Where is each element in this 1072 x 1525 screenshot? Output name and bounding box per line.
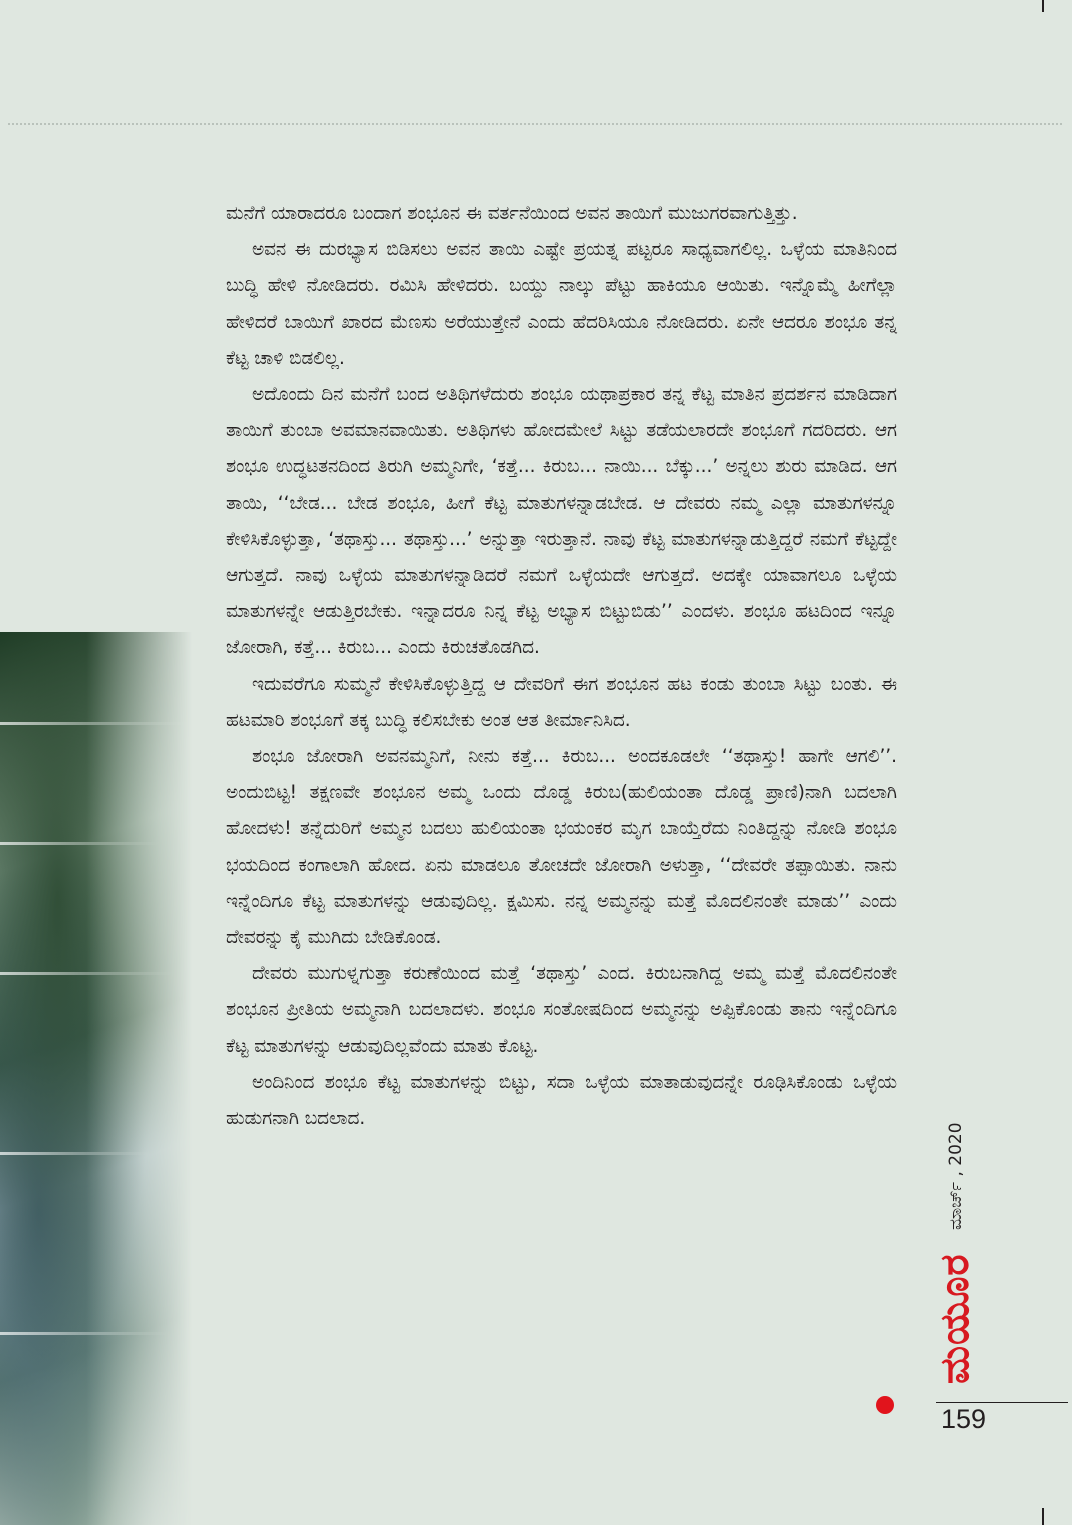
crop-mark-top: [1042, 0, 1044, 12]
paragraph: ದೇವರು ಮುಗುಳ್ನಗುತ್ತಾ ಕರುಣೆಯಿಂದ ಮತ್ತೆ ‘ತಥಾಸ್ತು’ ಎಂದ. ಕಿರುಬನಾಗಿದ್ದ ಅಮ್ಮ ಮತ್ತೆ ಮೊದಲಿನಂತೇ ಶಂಭೂನ ಪ್ರೀತಿಯ ಅಮ್ಮನಾಗಿ ಬದಲಾದಳು. ಶಂಭೂ ಸಂತೋಷದಿಂದ ಅಮ್ಮನನ್ನು ಅಪ್ಪಿಕೊಂಡು ತಾನು ಇನ್ನೆಂದಿಗೂ ಕೆಟ್ಟ ಮಾತುಗಳನ್ನು ಆಡುವುದಿಲ್ಲವೆಂದು ಮಾತು ಕೊಟ್ಟ.: [226, 963, 897, 1057]
issue-date: ಮಾರ್ಚ್ , 2020: [946, 1122, 966, 1230]
paragraph: ಅಂದಿನಿಂದ ಶಂಭೂ ಕೆಟ್ಟ ಮಾತುಗಳನ್ನು ಬಿಟ್ಟು, ಸದಾ ಒಳ್ಳೆಯ ಮಾತಾಡುವುದನ್ನೇ ರೂಢಿಸಿಕೊಂಡು ಒಳ್ಳೆಯ ಹುಡುಗನಾಗಿ ಬದಲಾದ.: [226, 1071, 897, 1130]
page-number: 159: [941, 1404, 987, 1434]
paragraph: ಅವನ ಈ ದುರಭ್ಯಾಸ ಬಿಡಿಸಲು ಅವನ ತಾಯಿ ಎಷ್ಟೇ ಪ್ರಯತ್ನ ಪಟ್ಟರೂ ಸಾಧ್ಯವಾಗಲಿಲ್ಲ. ಒಳ್ಳೆಯ ಮಾತಿನಿಂದ ಬುದ್ಧಿ ಹೇಳಿ ನೋಡಿದರು. ರಮಿಸಿ ಹೇಳಿದರು. ಬಯ್ದು ನಾಲ್ಕು ಪೆಟ್ಟು ಹಾಕಿಯೂ ಆಯಿತು. ಇನ್ನೊಮ್ಮೆ ಹೀಗೆಲ್ಲಾ ಹೇಳಿದರೆ ಬಾಯಿಗೆ ಖಾರದ ಮೆಣಸು ಅರೆಯುತ್ತೇನೆ ಎಂದು ಹೆದರಿಸಿಯೂ ನೋಡಿದರು. ಏನೇ ಆದರೂ ಶಂಭೂ ತನ್ನ ಕೆಟ್ಟ ಚಾಳಿ ಬಿಡಲಿಲ್ಲ.: [226, 239, 897, 369]
paragraph: ಇದುವರೆಗೂ ಸುಮ್ಮನೆ ಕೇಳಿಸಿಕೊಳ್ಳುತ್ತಿದ್ದ ಆ ದೇವರಿಗೆ ಈಗ ಶಂಭೂನ ಹಟ ಕಂಡು ತುಂಬಾ ಸಿಟ್ಟು ಬಂತು. ಈ ಹಟಮಾರಿ ಶಂಭೂಗೆ ತಕ್ಕ ಬುದ್ಧಿ ಕಲಿಸಬೇಕು ಅಂತ ಆತ ತೀರ್ಮಾನಿಸಿದ.: [226, 673, 897, 731]
story-body: [226, 196, 897, 1137]
page-number-rule: [936, 1402, 1068, 1403]
paragraph: ಮನೆಗೆ ಯಾರಾದರೂ ಬಂದಾಗ ಶಂಭೂನ ಈ ವರ್ತನೆಯಿಂದ ಅವನ ತಾಯಿಗೆ ಮುಜುಗರವಾಗುತ್ತಿತ್ತು.: [226, 203, 798, 224]
red-dot-marker: [876, 1396, 894, 1414]
header-dotted-rule: [8, 123, 1062, 125]
side-photo-decoration: [0, 632, 192, 1525]
magazine-title: ಮಯೂರ: [932, 1253, 978, 1384]
paragraph: ಶಂಭೂ ಜೋರಾಗಿ ಅವನಮ್ಮನಿಗೆ, ನೀನು ಕತ್ತೆ... ಕಿರುಬ... ಅಂದಕೂಡಲೇ ‘‘ತಥಾಸ್ತು! ಹಾಗೇ ಆಗಲಿ’’. ಅಂದುಬಿಟ್ಟ! ತಕ್ಷಣವೇ ಶಂಭೂನ ಅಮ್ಮ ಒಂದು ದೊಡ್ಡ ಕಿರುಬ(ಹುಲಿಯಂತಾ ದೊಡ್ಡ ಪ್ರಾಣಿ)ನಾಗಿ ಬದಲಾಗಿ ಹೋದಳು! ತನ್ನೆದುರಿಗೆ ಅಮ್ಮನ ಬದಲು ಹುಲಿಯಂತಾ ಭಯಂಕರ ಮೃಗ ಬಾಯ್ತೆರೆದು ನಿಂತಿದ್ದನ್ನು ನೋಡಿ ಶಂಭೂ ಭಯದಿಂದ ಕಂಗಾಲಾಗಿ ಹೋದ. ಏನು ಮಾಡಲೂ ತೋಚದೇ ಜೋರಾಗಿ ಅಳುತ್ತಾ, ‘‘ದೇವರೇ ತಪ್ಪಾಯಿತು. ನಾನು ಇನ್ನೆಂದಿಗೂ ಕೆಟ್ಟ ಮಾತುಗಳನ್ನು ಆಡುವುದಿಲ್ಲ. ಕ್ಷಮಿಸು. ನನ್ನ ಅಮ್ಮನನ್ನು ಮತ್ತೆ ಮೊದಲಿನಂತೇ ಮಾಡು’’ ಎಂದು ದೇವರನ್ನು ಕೈ ಮುಗಿದು ಬೇಡಿಕೊಂಡ.: [226, 746, 897, 949]
crop-mark-bottom: [1042, 1508, 1044, 1525]
paragraph: ಅದೊಂದು ದಿನ ಮನೆಗೆ ಬಂದ ಅತಿಥಿಗಳೆದುರು ಶಂಭೂ ಯಥಾಪ್ರಕಾರ ತನ್ನ ಕೆಟ್ಟ ಮಾತಿನ ಪ್ರದರ್ಶನ ಮಾಡಿದಾಗ ತಾಯಿಗೆ ತುಂಬಾ ಅವಮಾನವಾಯಿತು. ಅತಿಥಿಗಳು ಹೋದಮೇಲೆ ಸಿಟ್ಟು ತಡೆಯಲಾರದೇ ಶಂಭೂಗೆ ಗದರಿದರು. ಆಗ ಶಂಭೂ ಉದ್ಧಟತನದಿಂದ ತಿರುಗಿ ಅಮ್ಮನಿಗೇ, ‘ಕತ್ತೆ... ಕಿರುಬ... ನಾಯಿ... ಬೆಕ್ಕು...’ ಅನ್ನಲು ಶುರು ಮಾಡಿದ. ಆಗ ತಾಯಿ, ‘‘ಬೇಡ... ಬೇಡ ಶಂಭೂ, ಹೀಗೆ ಕೆಟ್ಟ ಮಾತುಗಳನ್ನಾಡಬೇಡ. ಆ ದೇವರು ನಮ್ಮ ಎಲ್ಲಾ ಮಾತುಗಳನ್ನೂ ಕೇಳಿಸಿಕೊಳ್ಳುತ್ತಾ, ‘ತಥಾಸ್ತು... ತಥಾಸ್ತು...’ ಅನ್ನುತ್ತಾ ಇರುತ್ತಾನೆ. ನಾವು ಕೆಟ್ಟ ಮಾತುಗಳನ್ನಾಡುತ್ತಿದ್ದರೆ ನಮಗೆ ಕೆಟ್ಟದ್ದೇ ಆಗುತ್ತದೆ. ನಾವು ಒಳ್ಳೆಯ ಮಾತುಗಳನ್ನಾಡಿದರೆ ನಮಗೆ ಒಳ್ಳೆಯದೇ ಆಗುತ್ತದೆ. ಅದಕ್ಕೇ ಯಾವಾಗಲೂ ಒಳ್ಳೆಯ ಮಾತುಗಳನ್ನೇ ಆಡುತ್ತಿರಬೇಕು. ಇನ್ನಾದರೂ ನಿನ್ನ ಕೆಟ್ಟ ಅಭ್ಯಾಸ ಬಿಟ್ಟುಬಿಡು’’ ಎಂದಳು. ಶಂಭೂ ಹಟದಿಂದ ಇನ್ನೂ ಜೋರಾಗಿ, ಕತ್ತೆ... ಕಿರುಬ... ಎಂದು ಕಿರುಚತೊಡಗಿದ.: [226, 384, 897, 659]
